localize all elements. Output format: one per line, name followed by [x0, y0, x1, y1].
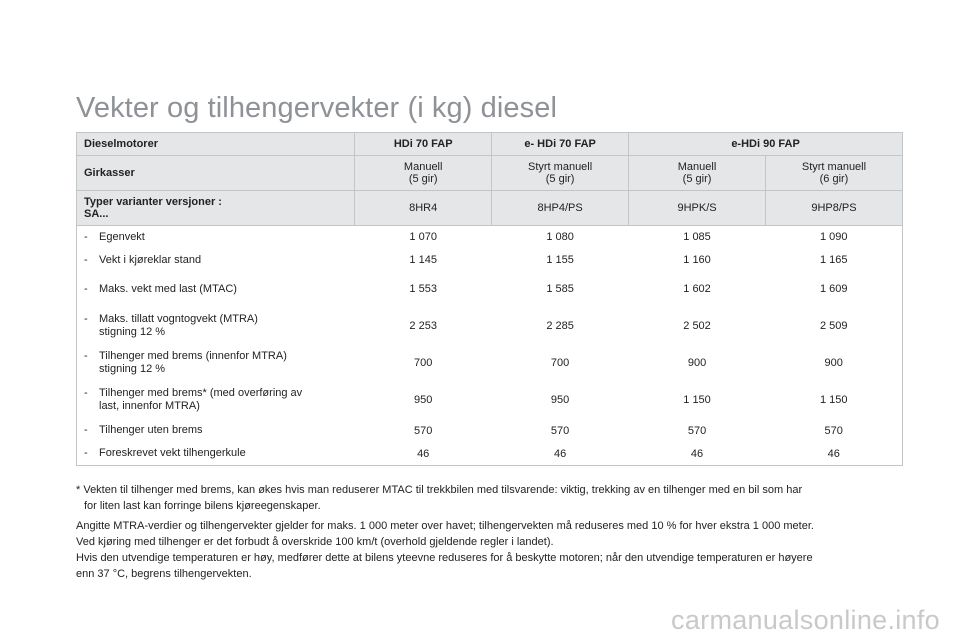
- weight-value: 46: [492, 443, 629, 466]
- row-label: [77, 345, 355, 382]
- gearbox-type: Styrt manuell: [528, 161, 593, 173]
- row-label: [77, 249, 355, 272]
- row-label-line: Maks. tillatt vogntogvekt (MTRA): [99, 312, 258, 325]
- row-label-line: Maks. vekt med last (MTAC): [99, 282, 237, 295]
- footnote: [76, 482, 916, 514]
- engine-ehdi70: e- HDi 70 FAP: [492, 133, 629, 156]
- weight-value: 570: [765, 419, 902, 443]
- list-dash: -: [84, 312, 88, 325]
- list-dash: -: [84, 350, 88, 362]
- gearbox-cell: [355, 156, 492, 191]
- note-line: Ved kjøring med tilhenger er det forbudt å overskride 100 km/t (overhold gjeldende regler i landet).: [76, 536, 554, 548]
- weight-value: 700: [550, 357, 570, 369]
- engine-ehdi90: e-HDi 90 FAP: [629, 133, 903, 156]
- note-line: Angitte MTRA-verdier og tilhengervekter gjelder for maks. 1 000 meter over havet; tilhengervekten må reduseres med 10 % for hver ekstra 1 000 meter.: [76, 520, 814, 532]
- row-label-line: stigning 12 %: [99, 325, 166, 338]
- variant-code: 8HR4: [355, 191, 492, 226]
- table-row: [77, 419, 903, 443]
- row-label: [77, 382, 355, 419]
- weight-value: 900: [765, 345, 902, 382]
- table-row: [77, 226, 903, 249]
- variants-label-line2: SA...: [84, 208, 109, 220]
- list-dash: -: [84, 253, 88, 266]
- weight-value: 570: [550, 424, 570, 437]
- variant-code: 9HP8/PS: [765, 191, 902, 226]
- gearbox-type: Manuell: [677, 161, 717, 173]
- weight-value: 1 165: [765, 249, 902, 272]
- weight-value: 1 145: [409, 254, 437, 266]
- weight-value: 2 502: [683, 319, 711, 332]
- weight-value: 1 160: [683, 254, 711, 266]
- weight-value: 950: [414, 394, 433, 406]
- list-dash: -: [84, 387, 88, 399]
- weight-value: 1 150: [765, 382, 902, 419]
- weight-value: 700: [414, 357, 433, 369]
- row-label-line: Foreskrevet vekt tilhengerkule: [99, 447, 246, 460]
- gearbox-cell: [629, 156, 766, 191]
- weight-value: 1 609: [765, 272, 902, 307]
- weight-rows: [77, 226, 903, 466]
- note-line: enn 37 °C, begrens tilhengervekten.: [76, 568, 252, 580]
- note-line: Hvis den utvendige temperaturen er høy, medfører dette at bilens yteevne reduseres for å beskytte motoren; når den utvendige temperaturen er høyere: [76, 552, 813, 564]
- weight-value: 2 509: [765, 307, 902, 345]
- weight-value: 46: [355, 443, 492, 466]
- weight-value: 46: [765, 443, 902, 466]
- row-label-line: Tilhenger med brems* (med overføring av: [99, 387, 303, 399]
- gearbox-gears: (5 gir): [545, 173, 575, 185]
- weight-value: 1 085: [683, 231, 711, 244]
- list-dash: -: [84, 230, 88, 243]
- weight-value: 1 602: [683, 283, 711, 295]
- engine-header-label: Dieselmotorer: [77, 133, 355, 156]
- weight-value: 1 090: [765, 226, 902, 249]
- table-row: [77, 249, 903, 272]
- footnote-line2: for liten last kan forringe bilens kjøreegenskaper.: [84, 500, 321, 512]
- weight-value: 46: [629, 443, 766, 466]
- variant-code: 8HP4/PS: [492, 191, 629, 226]
- row-label-line: Tilhenger uten brems: [99, 424, 203, 436]
- variant-code: 9HPK/S: [629, 191, 766, 226]
- row-label-line: stigning 12 %: [99, 363, 166, 375]
- gearbox-type: Manuell: [403, 161, 443, 173]
- weight-value: 1 070: [409, 231, 437, 244]
- page-title: Vekter og tilhengervekter (i kg) diesel: [76, 92, 558, 124]
- gearbox-gears: (5 gir): [682, 173, 712, 185]
- weight-value: 1 150: [683, 394, 711, 406]
- row-label: [77, 443, 355, 466]
- gearbox-cell: [492, 156, 629, 191]
- row-label: [77, 307, 355, 345]
- weight-value: 1 155: [546, 254, 574, 266]
- variants-row: [77, 191, 903, 226]
- gearbox-label: Girkasser: [77, 156, 355, 191]
- list-dash: -: [84, 447, 88, 460]
- table-row: [77, 443, 903, 466]
- list-dash: -: [84, 282, 88, 295]
- weight-value: 1 080: [546, 231, 574, 244]
- variants-label-line1: Typer varianter versjoner :: [84, 196, 222, 208]
- watermark: carmanualsonline.info: [671, 605, 940, 635]
- gearbox-cell: [765, 156, 902, 191]
- weight-value: 950: [550, 394, 570, 406]
- row-label-line: Vekt i kjøreklar stand: [99, 253, 202, 266]
- weight-value: 570: [414, 424, 433, 437]
- row-label-line: Tilhenger med brems (innenfor MTRA): [99, 350, 287, 362]
- weight-value: 1 585: [546, 283, 574, 295]
- row-label: [77, 226, 355, 249]
- table-row: [77, 307, 903, 345]
- weight-value: 2 285: [546, 319, 574, 332]
- weight-value: 570: [687, 424, 707, 437]
- variants-label: [77, 191, 355, 226]
- table-row: [77, 382, 903, 419]
- list-dash: -: [84, 424, 88, 436]
- row-label-line: Egenvekt: [99, 230, 145, 243]
- table-row: [77, 345, 903, 382]
- notes: [76, 518, 926, 582]
- weights-table: [76, 132, 903, 466]
- weight-value: 1 553: [409, 283, 437, 295]
- gearbox-gears: (5 gir): [408, 173, 438, 185]
- engine-header-row: [77, 133, 903, 156]
- row-label: [77, 419, 355, 443]
- weight-value: 2 253: [409, 319, 437, 332]
- gearbox-row: [77, 156, 903, 191]
- engine-hdi70: HDi 70 FAP: [355, 133, 492, 156]
- row-label: [77, 272, 355, 307]
- table-row: [77, 272, 903, 307]
- gearbox-type: Styrt manuell: [801, 161, 867, 173]
- row-label-line: last, innenfor MTRA): [99, 400, 200, 412]
- gearbox-gears: (6 gir): [819, 173, 849, 185]
- weight-value: 900: [687, 357, 707, 369]
- footnote-line1: * Vekten til tilhenger med brems, kan økes hvis man reduserer MTAC til trekkbilen med tilsvarende: viktig, trekking av en tilhenger med en bil som har: [76, 484, 803, 496]
